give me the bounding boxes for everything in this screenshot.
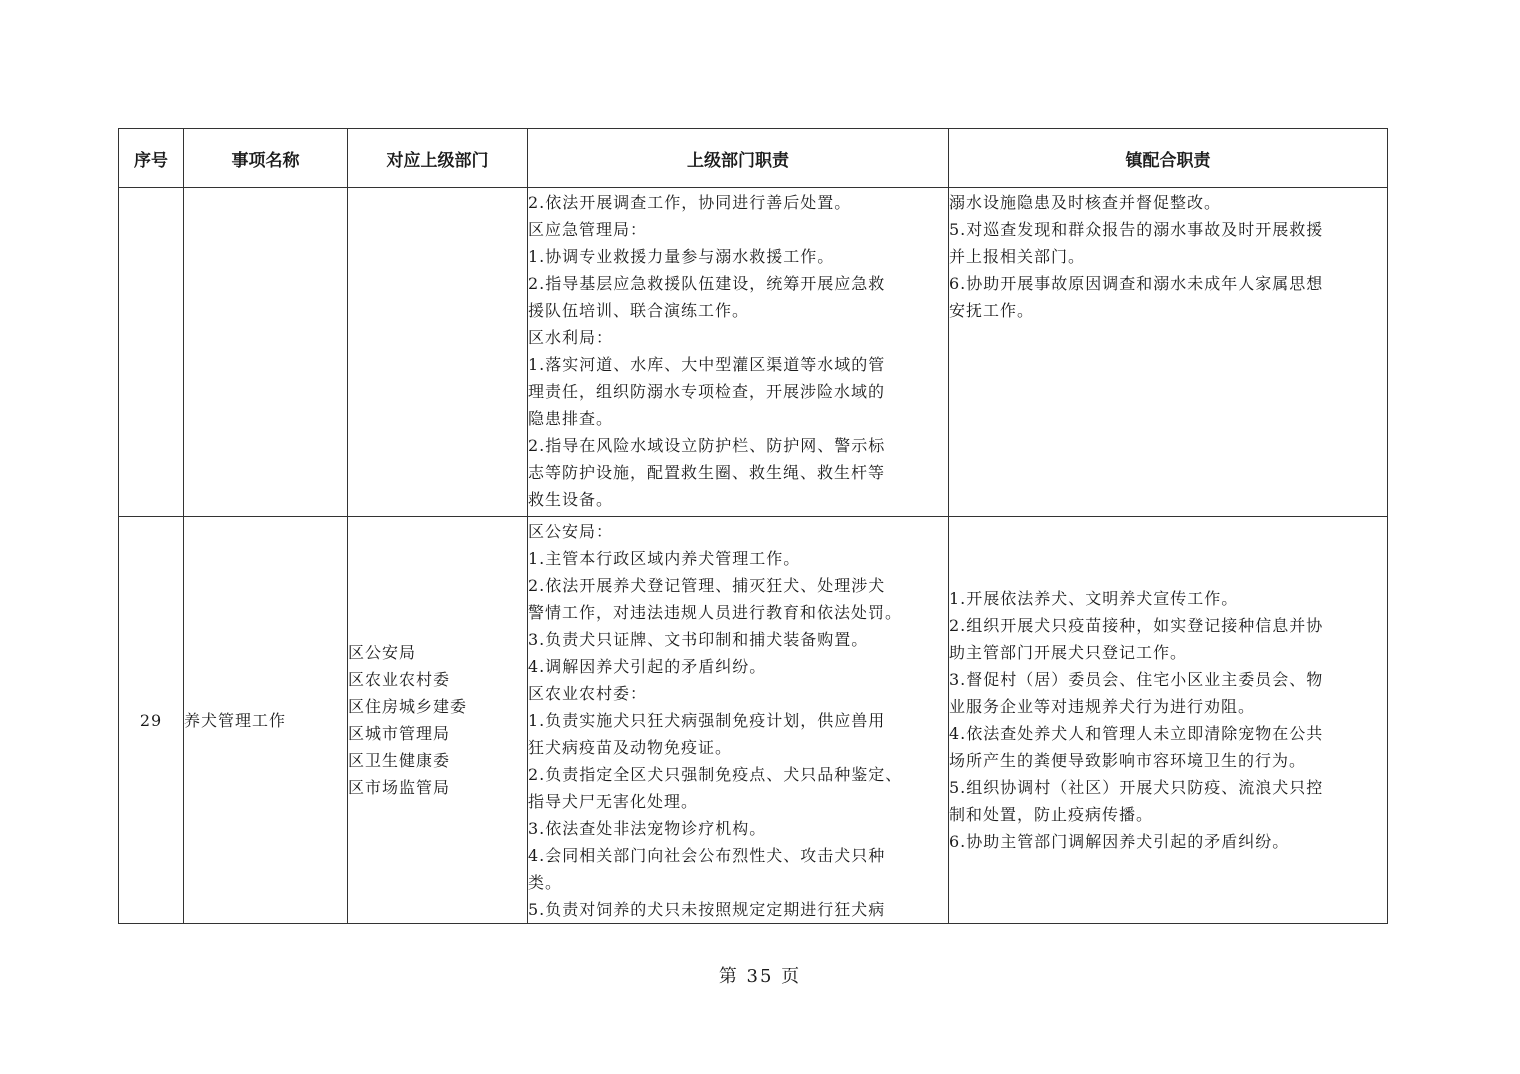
cell-text-line: 6.协助开展事故原因调查和溺水未成年人家属思想: [949, 274, 1324, 293]
cell-text-line: 2.组织开展犬只疫苗接种，如实登记接种信息并协: [949, 616, 1324, 635]
cell-text-line: 区公安局：: [528, 522, 614, 541]
cell-text-line: 狂犬病疫苗及动物免疫证。: [528, 738, 733, 757]
header-serial-number: 序号: [119, 129, 184, 188]
cell-town-duties: [949, 188, 1388, 517]
cell-text-line: 1.落实河道、水库、大中型灌区渠道等水域的管: [528, 355, 886, 374]
cell-text-line: 助主管部门开展犬只登记工作。: [949, 643, 1188, 662]
cell-text-line: 2.负责指定全区犬只强制免疫点、犬只品种鉴定、: [528, 765, 903, 784]
cell-text-line: 制和处置，防止疫病传播。: [949, 805, 1154, 824]
duty-table: [118, 128, 1388, 924]
cell-text-line: 4.调解因养犬引起的矛盾纠纷。: [528, 657, 767, 676]
cell-text-line: 5.组织协调村（社区）开展犬只防疫、流浪犬只控: [949, 778, 1324, 797]
cell-text-line: 5.对巡查发现和群众报告的溺水事故及时开展救援: [949, 220, 1324, 239]
cell-text-line: 区水利局：: [528, 328, 614, 347]
cell-text-line: 1.负责实施犬只狂犬病强制免疫计划，供应兽用: [528, 711, 886, 730]
cell-text-line: 区应急管理局：: [528, 220, 648, 239]
cell-text-line: 场所产生的粪便导致影响市容环境卫生的行为。: [949, 751, 1307, 770]
cell-text-line: 区农业农村委: [348, 670, 451, 689]
header-superior-department: 对应上级部门: [348, 129, 528, 188]
cell-text-line: 警情工作，对违法违规人员进行教育和依法处罚。: [528, 603, 903, 622]
cell-text-line: 1.主管本行政区域内养犬管理工作。: [528, 549, 801, 568]
cell-text-line: 区市场监管局: [348, 778, 451, 797]
cell-serial-number: 29: [119, 517, 184, 924]
cell-text-line: 隐患排查。: [528, 409, 614, 428]
page-number: 第 35 页: [718, 966, 802, 987]
cell-text-line: 2.依法开展养犬登记管理、捕灭狂犬、处理涉犬: [528, 576, 886, 595]
cell-text-line: 3.负责犬只证牌、文书印制和捕犬装备购置。: [528, 630, 869, 649]
header-superior-duties: 上级部门职责: [528, 129, 949, 188]
cell-text-line: 类。: [528, 873, 563, 892]
header-town-duties: 镇配合职责: [949, 129, 1388, 188]
cell-text-line: 区卫生健康委: [348, 751, 451, 770]
cell-text-line: 并上报相关部门。: [949, 247, 1086, 266]
cell-text-line: 区农业农村委：: [528, 684, 648, 703]
cell-text-line: 业服务企业等对违规养犬行为进行劝阻。: [949, 697, 1256, 716]
cell-superior-department: [348, 517, 528, 924]
header-row: [119, 129, 1388, 188]
cell-text-line: 安抚工作。: [949, 301, 1035, 320]
cell-text-line: 救生设备。: [528, 490, 614, 509]
cell-town-duties: [949, 517, 1388, 924]
cell-text-line: 指导犬尸无害化处理。: [528, 792, 699, 811]
cell-text-line: 理责任，组织防溺水专项检查，开展涉险水域的: [528, 382, 886, 401]
cell-text-line: 区住房城乡建委: [348, 697, 468, 716]
cell-text-line: 1.开展依法养犬、文明养犬宣传工作。: [949, 589, 1239, 608]
cell-superior-duties: [528, 188, 949, 517]
cell-item-name: [184, 188, 348, 517]
cell-text-line: 援队伍培训、联合演练工作。: [528, 301, 750, 320]
cell-text-line: 2.依法开展调查工作，协同进行善后处置。: [528, 193, 852, 212]
cell-text-line: 5.负责对饲养的犬只未按照规定定期进行狂犬病: [528, 900, 886, 919]
cell-text-line: 溺水设施隐患及时核查并督促整改。: [949, 193, 1222, 212]
header-item-name: 事项名称: [184, 129, 348, 188]
cell-text-line: 1.协调专业救援力量参与溺水救援工作。: [528, 247, 835, 266]
cell-superior-department: [348, 188, 528, 517]
cell-text-line: 区公安局: [348, 643, 417, 662]
cell-text-line: 3.依法查处非法宠物诊疗机构。: [528, 819, 767, 838]
cell-text-line: 6.协助主管部门调解因养犬引起的矛盾纠纷。: [949, 832, 1290, 851]
cell-text-line: 2.指导基层应急救援队伍建设，统筹开展应急救: [528, 274, 886, 293]
cell-superior-duties: [528, 517, 949, 924]
cell-text-line: 志等防护设施，配置救生圈、救生绳、救生杆等: [528, 463, 886, 482]
cell-text-line: 4.会同相关部门向社会公布烈性犬、攻击犬只种: [528, 846, 886, 865]
table-row-29: [119, 517, 1388, 924]
table-row-continued: [119, 188, 1388, 517]
cell-text-line: 4.依法查处养犬人和管理人未立即清除宠物在公共: [949, 724, 1324, 743]
cell-text-line: 2.指导在风险水域设立防护栏、防护网、警示标: [528, 436, 886, 455]
cell-item-name: 养犬管理工作: [184, 517, 348, 924]
cell-text-line: 3.督促村（居）委员会、住宅小区业主委员会、物: [949, 670, 1324, 689]
cell-serial-number: [119, 188, 184, 517]
cell-text-line: 区城市管理局: [348, 724, 451, 743]
